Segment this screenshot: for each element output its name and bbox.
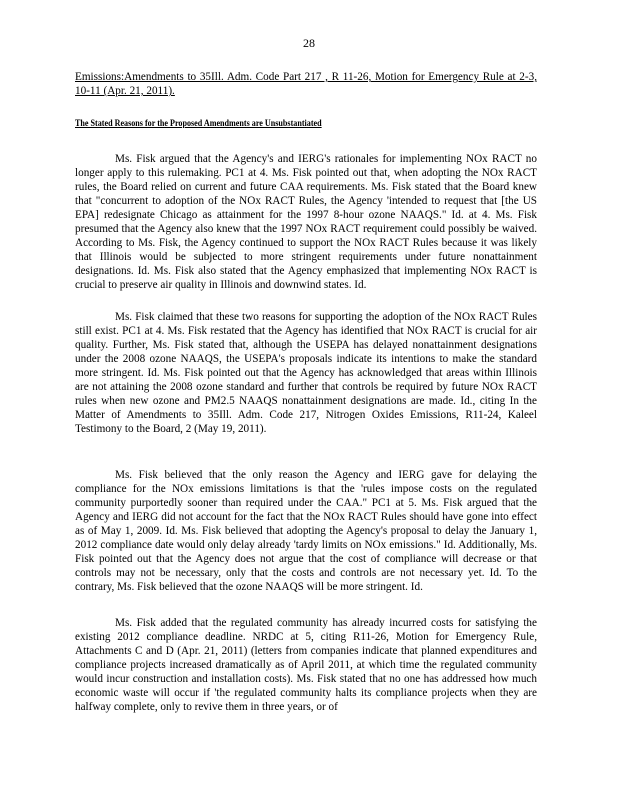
body-paragraph-2: Ms. Fisk claimed that these two reasons for supporting the adoption of the NOx RACT Rules still exist. PC1 at 4. Ms. Fisk restated that the Agency has identified that NOx RACT is crucial for air quality. Further, Ms. Fisk stated that, although the USEPA has delayed nonattainment designations under the 2008 ozone NAAQS, the USEPA's proposals indicate its intentions to make the standard more stringent. Id. Ms. Fisk pointed out that the Agency has acknowledged that areas within Illinois are not attaining the 2008 ozone standard and further that controls be required by future NOx RACT rules when new ozone and PM2.5 NAAQS nonattainment designations are made. Id., citing In the Matter of Amendments to 35Ill. Adm. Code 217, Nitrogen Oxides Emissions, R11-24, Kaleel Testimony to the Board, 2 (May 19, 2011). [75, 311, 537, 435]
body-paragraph-4: Ms. Fisk added that the regulated community has already incurred costs for satisfying the existing 2012 compliance deadline. NRDC at 5, citing R11-26, Motion for Emergency Rule, Attachments C and D (Apr. 21, 2011) (letters from companies indicate that planned expenditures and compliance projects increased dramatically as of April 2011, at which time the regulated community would incur construction and installation costs). Ms. Fisk stated that no one has addressed how much economic waste will occur if 'the regulated community halts its compliance projects when they are halfway complete, only to revive them in three years, or of [75, 617, 537, 713]
citation-reference: Emissions:Amendments to 35Ill. Adm. Code Part 217 , R 11-26, Motion for Emergency Rule at 2-3, 10-11 (Apr. 21, 2011). [75, 71, 537, 97]
section-heading: The Stated Reasons for the Proposed Amendments are Unsubstantiated [75, 118, 322, 128]
page-number: 28 [303, 36, 315, 50]
body-paragraph-3: Ms. Fisk believed that the only reason the Agency and IERG gave for delaying the compliance for the NOx emissions limitations is that the 'rules impose costs on the regulated community purportedly sooner than required under the CAA." PC1 at 5. Ms. Fisk argued that the Agency and IERG did not account for the fact that the NOx RACT Rules should have gone into effect as of May 1, 2009. Id. Ms. Fisk believed that adopting the Agency's proposal to delay the January 1, 2012 compliance date would only delay already 'tardy limits on NOx emissions." Id. Additionally, Ms. Fisk pointed out that the Agency does not argue that the cost of compliance will decrease or that controls may not be necessary, only that the costs and controls are not necessary yet. Id. To the contrary, Ms. Fisk believed that the ozone NAAQS will be more stringent. Id. [75, 469, 537, 593]
body-paragraph-1: Ms. Fisk argued that the Agency's and IERG's rationales for implementing NOx RACT no longer apply to this rulemaking. PC1 at 4. Ms. Fisk pointed out that, when adopting the NOx RACT rules, the Board relied on current and future CAA requirements. Ms. Fisk stated that the Board knew that "concurrent to adoption of the NOx RACT Rules, the Agency 'intended to request that [the US EPA] redesignate Chicago as attainment for the 1997 8-hour ozone NAAQS." Id. at 4. Ms. Fisk presumed that the Agency also knew that the 1997 NOx RACT requirement could possibly be waived. According to Ms. Fisk, the Agency continued to support the NOx RACT Rules because it was likely that Illinois would be subjected to more stringent requirements under future nonattainment designations. Id. Ms. Fisk also stated that the Agency emphasized that implementing NOx RACT is crucial to preserve air quality in Illinois and downwind states. Id. [75, 153, 537, 291]
